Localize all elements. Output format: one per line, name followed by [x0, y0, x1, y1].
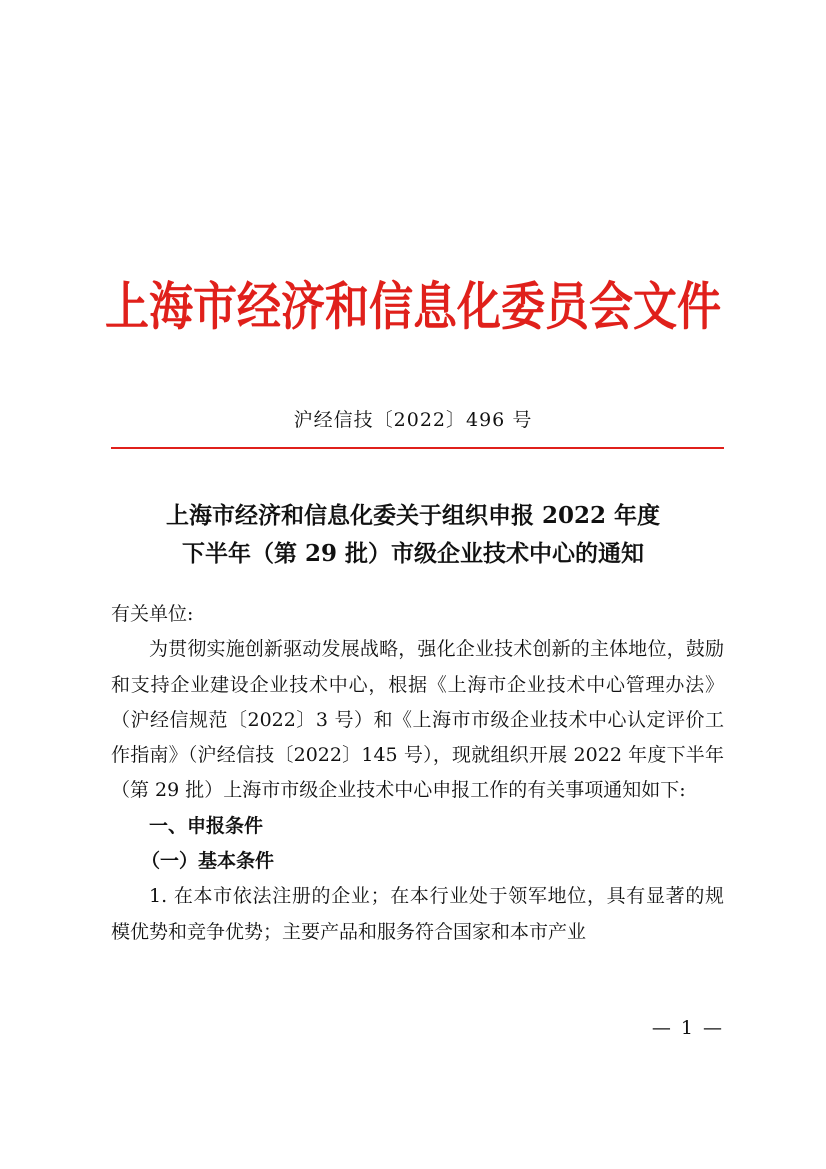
intro-paragraph: 为贯彻实施创新驱动发展战略，强化企业技术创新的主体地位，鼓励和支持企业建设企业技术中心，根据《上海市企业技术中心管理办法》（沪经信规范〔2022〕3 号）和《上海市市级企业技术中心认定评价工作指南》（沪经信技〔2022〕145 号），现就组织开展 2022 年度下半年（第 29 批）上海市市级企业技术中心申报工作的有关事项通知如下: — [111, 638, 724, 802]
subsection-heading-1: （一）基本条件 — [141, 850, 275, 873]
salutation: 有关单位: — [111, 603, 194, 625]
document-masthead: 上海市经济和信息化委员会文件 — [105, 277, 721, 338]
page-number: — 1 — — [651, 1017, 724, 1039]
document-title — [0, 497, 826, 573]
red-divider-line — [111, 447, 724, 449]
section-heading-1: 一、申报条件 — [149, 814, 264, 837]
list-item: 1. 在本市依法注册的企业；在本行业处于领军地位，具有显著的规模优势和竞争优势；主要产品和服务符合国家和本市产业 — [111, 885, 724, 943]
document-number: 沪经信技〔2022〕496 号 — [293, 409, 533, 431]
title-line-1: 上海市经济和信息化委关于组织申报 2022 年度 — [165, 502, 661, 529]
document-body — [111, 597, 724, 950]
title-line-2: 下半年（第 29 批）市级企业技术中心的通知 — [181, 540, 645, 567]
